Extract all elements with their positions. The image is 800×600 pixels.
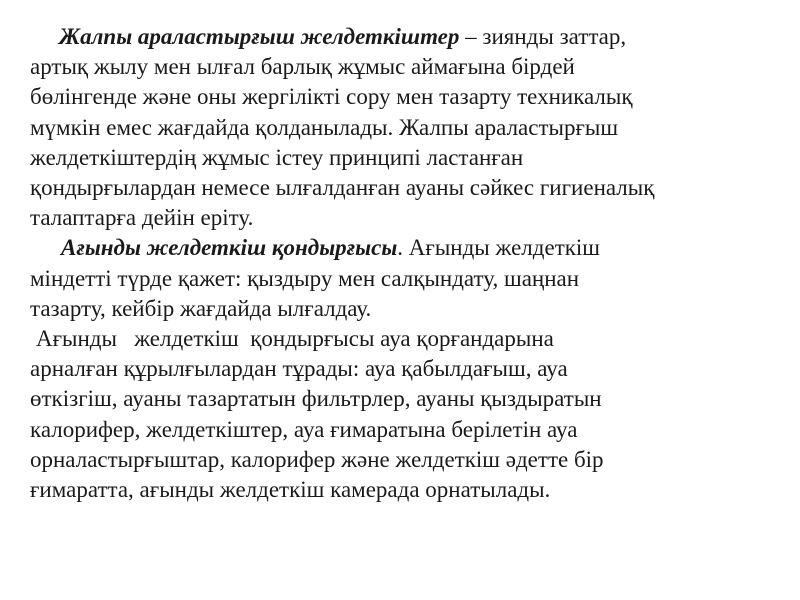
paragraph-general-ventilation <box>30 22 780 233</box>
text-line: тазарту, кейбір жағдайда ылғалдау. <box>30 295 372 321</box>
term-supply-ventilation: Ағынды желдеткіш қондырғысы <box>61 235 398 261</box>
text-line: артық жылу мен ылғал барлық жұмыс аймағына бірдей <box>30 54 575 80</box>
text-fragment: – зиянды заттар, <box>459 24 627 49</box>
text-line: талаптарға дейін еріту. <box>30 205 254 231</box>
text-line: орналастырғыштар, калорифер және желдеткіш әдетте бір <box>30 446 604 472</box>
text-line: Ағынды желдеткіш қондырғысы ауа қорғандарына <box>36 326 554 352</box>
text-fragment: . Ағынды желдеткіш <box>397 235 601 261</box>
text-line: мүмкін емес жағдайда қолданылады. Жалпы араластырғыш <box>30 114 619 140</box>
text-line: міндетті түрде қажет: қыздыру мен салқындату, шаңнан <box>30 265 580 291</box>
text-line: желдеткіштердің жұмыс істеу принципі ластанған <box>30 144 524 170</box>
paragraph-supply-ventilation <box>30 233 780 324</box>
paragraph-supply-components <box>30 324 780 505</box>
text-line: өткізгіш, ауаны тазартатын фильтрлер, ауаны қыздыратын <box>30 386 602 412</box>
term-general-ventilation: Жалпы араластырғыш желдеткіштер <box>59 24 460 49</box>
text-line <box>30 22 780 52</box>
text-line: ғимаратта, ағынды желдеткіш камерада орнатылады. <box>30 477 551 503</box>
text-line: арналған құрылғылардан тұрады: ауа қабылдағыш, ауа <box>30 356 568 382</box>
slide-body <box>30 22 780 505</box>
text-line <box>30 233 780 263</box>
text-line: қондырғылардан немесе ылғалданған ауаны сәйкес гигиеналық <box>30 175 655 201</box>
text-line: бөлінгенде және оны жергілікті сору мен тазарту техникалық <box>30 84 633 110</box>
text-line: калорифер, желдеткіштер, ауа ғимаратына берілетін ауа <box>30 416 578 442</box>
